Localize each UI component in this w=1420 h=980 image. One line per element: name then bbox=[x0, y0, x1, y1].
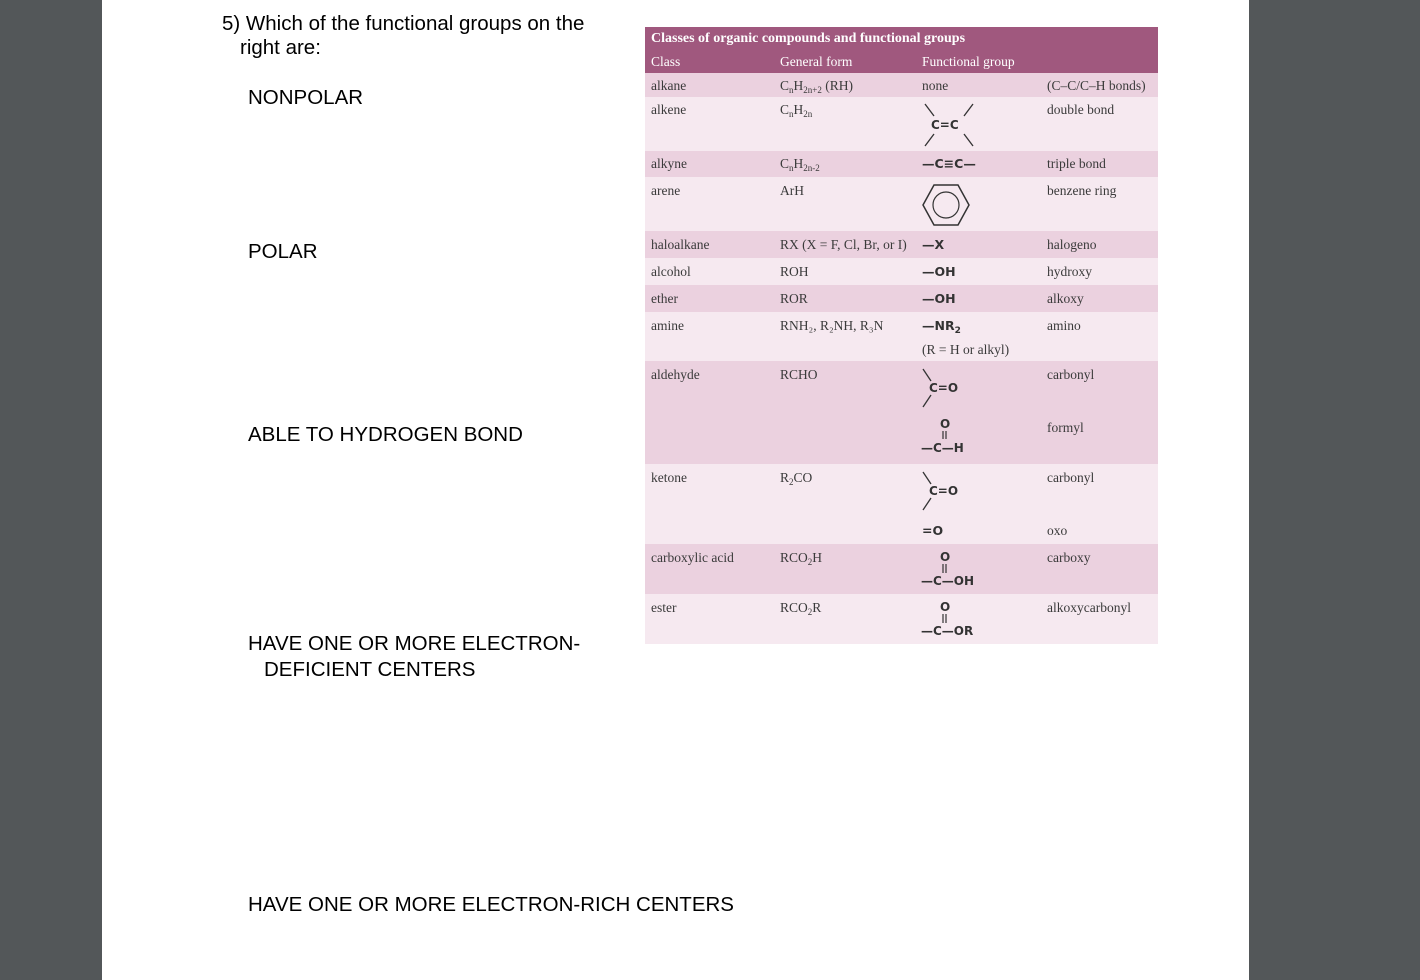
carbonyl-label: C=O bbox=[929, 381, 959, 395]
cell-general: $C_nH_{2n-2}$ bbox=[780, 156, 820, 173]
cell-general: RNH₂, R₂NH, R₃N bbox=[780, 318, 884, 333]
formyl-oxygen: O bbox=[940, 417, 951, 431]
question-text bbox=[222, 12, 624, 60]
cell-class: alkane bbox=[651, 78, 687, 93]
formyl-structure bbox=[921, 417, 981, 459]
cell-class: haloalkane bbox=[651, 237, 710, 252]
table-row-haloalkane bbox=[645, 231, 1158, 258]
cell-name: halogeno bbox=[1047, 237, 1097, 252]
cell-name-2: formyl bbox=[1047, 420, 1084, 435]
cell-name: carboxy bbox=[1047, 550, 1091, 565]
cell-class: carboxylic acid bbox=[651, 550, 734, 565]
cell-general: ROR bbox=[780, 291, 808, 306]
benzene-ring-icon bbox=[922, 183, 970, 227]
document-page bbox=[102, 0, 1249, 980]
header-functional-group: Functional group bbox=[922, 54, 1015, 69]
cell-general: $R_2CO$ bbox=[780, 470, 813, 487]
table-row-ketone bbox=[645, 464, 1158, 544]
cell-name: alkoxycarbonyl bbox=[1047, 600, 1131, 615]
cell-general: RCHO bbox=[780, 367, 818, 382]
header-general-form: General form bbox=[780, 54, 853, 69]
ester-structure bbox=[921, 598, 991, 642]
prompt-nonpolar: NONPOLAR bbox=[248, 86, 364, 109]
carboxy-oxygen: O bbox=[940, 550, 951, 564]
cell-name: carbonyl bbox=[1047, 367, 1095, 382]
cell-group: —C≡C— bbox=[922, 156, 976, 171]
cell-group: none bbox=[922, 78, 949, 93]
cell-general: ArH bbox=[780, 183, 804, 198]
carboxy-structure bbox=[921, 548, 991, 592]
carboxy-label: —C—OH bbox=[921, 574, 975, 588]
carbonyl-structure bbox=[921, 367, 971, 409]
cell-name: (C–C/C–H bonds) bbox=[1047, 78, 1146, 93]
ketone-carbonyl-label: C=O bbox=[929, 484, 959, 498]
table-title: Classes of organic compounds and functional groups bbox=[645, 27, 1158, 51]
prompt-electron-rich: HAVE ONE OR MORE ELECTRON-RICH CENTERS bbox=[248, 893, 734, 916]
formyl-label: —C—H bbox=[921, 441, 964, 455]
prompt-electron-deficient bbox=[248, 631, 580, 683]
cell-general: $C_nH_{2n}$ bbox=[780, 102, 813, 119]
alkene-structure bbox=[919, 102, 979, 148]
alkene-label: C=C bbox=[931, 118, 959, 132]
table-row-arene bbox=[645, 177, 1158, 231]
table-row-aldehyde bbox=[645, 361, 1158, 464]
cell-class: aldehyde bbox=[651, 367, 700, 382]
table-row-carboxylic-acid bbox=[645, 544, 1158, 594]
prompt-deficient-line-1: HAVE ONE OR MORE ELECTRON- bbox=[248, 632, 581, 655]
table-row-alkene bbox=[645, 97, 1158, 151]
cell-group: $—NR_2$ bbox=[922, 318, 961, 336]
cell-class: ester bbox=[651, 600, 677, 615]
functional-groups-table bbox=[645, 27, 1158, 644]
cell-name: amino bbox=[1047, 318, 1081, 333]
table-row-alkyne bbox=[645, 151, 1158, 177]
cell-general: $RCO_2R$ bbox=[780, 600, 822, 617]
cell-class: ketone bbox=[651, 470, 687, 485]
table-row-alcohol bbox=[645, 258, 1158, 285]
cell-general: ROH bbox=[780, 264, 809, 279]
cell-note: (R = H or alkyl) bbox=[922, 342, 1010, 357]
cell-class: amine bbox=[651, 318, 684, 333]
cell-name-2: oxo bbox=[1047, 523, 1068, 538]
table-row-alkane bbox=[645, 73, 1158, 97]
table-row-ester bbox=[645, 594, 1158, 644]
cell-name: carbonyl bbox=[1047, 470, 1095, 485]
table-row-amine bbox=[645, 312, 1158, 361]
prompt-hydrogen-bond: ABLE TO HYDROGEN BOND bbox=[248, 423, 523, 446]
cell-general: $C_nH_{2n+2}$ (RH) bbox=[780, 78, 853, 95]
cell-class: arene bbox=[651, 183, 681, 198]
header-class: Class bbox=[651, 54, 681, 69]
cell-group: —OH bbox=[922, 291, 956, 306]
cell-general: $RCO_2H$ bbox=[780, 550, 823, 567]
cell-name: double bond bbox=[1047, 102, 1115, 117]
cell-name: benzene ring bbox=[1047, 183, 1117, 198]
cell-class: alcohol bbox=[651, 264, 691, 279]
cell-name: triple bond bbox=[1047, 156, 1106, 171]
question-line-1: 5) Which of the functional groups on the bbox=[222, 12, 585, 35]
table-header-row bbox=[645, 51, 1158, 73]
table-row-ether bbox=[645, 285, 1158, 312]
cell-name: alkoxy bbox=[1047, 291, 1084, 306]
ketone-carbonyl-structure bbox=[921, 470, 971, 512]
cell-group-2: =O bbox=[922, 523, 944, 538]
cell-group: —X bbox=[922, 237, 945, 252]
prompt-polar: POLAR bbox=[248, 240, 318, 263]
cell-general: RX (X = F, Cl, Br, or I) bbox=[780, 237, 907, 252]
ester-label: —C—OR bbox=[921, 624, 974, 638]
cell-group: —OH bbox=[922, 264, 956, 279]
cell-class: alkene bbox=[651, 102, 687, 117]
cell-class: alkyne bbox=[651, 156, 687, 171]
ester-oxygen: O bbox=[940, 600, 951, 614]
prompt-deficient-line-2: DEFICIENT CENTERS bbox=[264, 658, 476, 681]
cell-name: hydroxy bbox=[1047, 264, 1092, 279]
cell-class: ether bbox=[651, 291, 678, 306]
question-line-2: right are: bbox=[240, 36, 321, 59]
